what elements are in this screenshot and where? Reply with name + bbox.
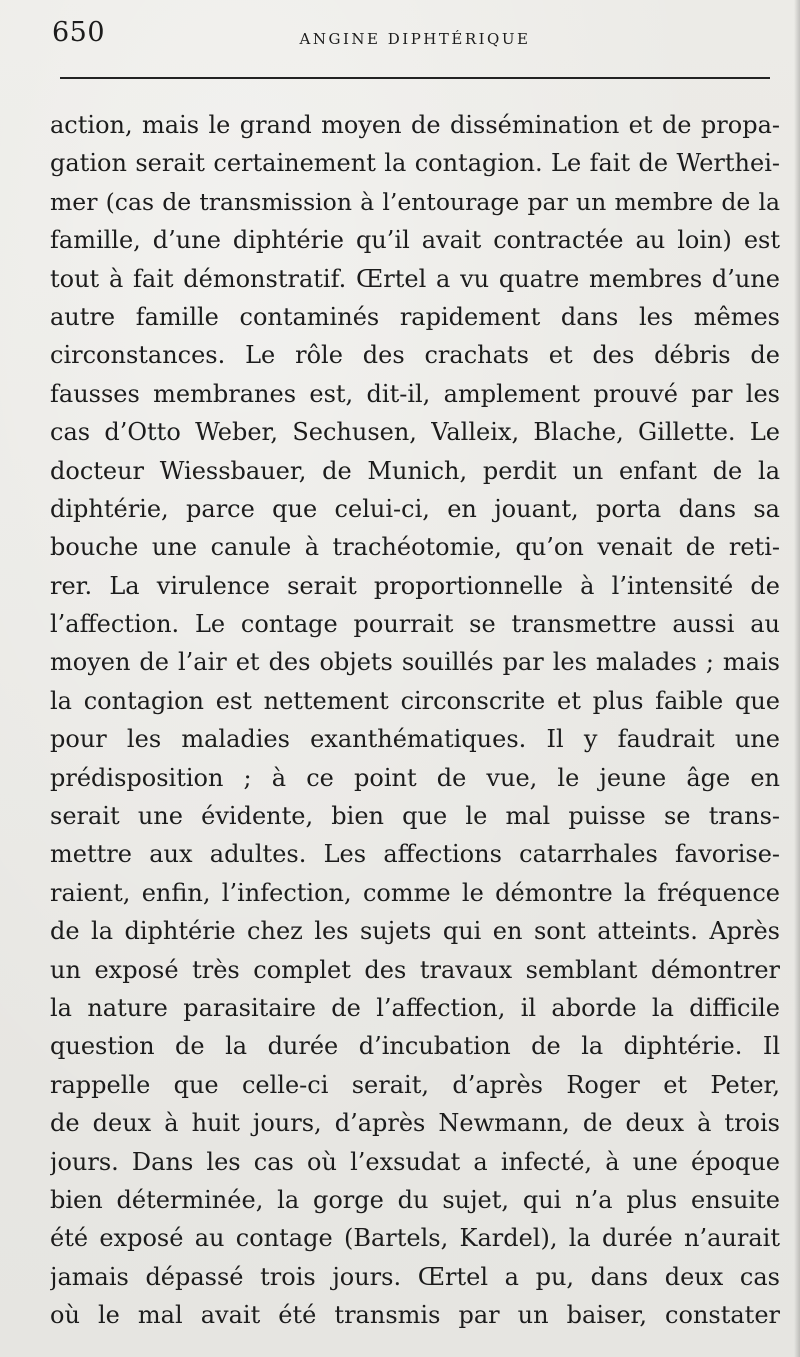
text-line: la nature parasitaire de l’affection, il aborde la difficile xyxy=(50,993,780,1022)
text-line: de deux à huit jours, d’après Newmann, de deux à trois xyxy=(50,1109,780,1138)
text-line: où le mal avait été transmis par un baiser, constater xyxy=(50,1301,780,1330)
text-line: famille, d’une diphtérie qu’il avait contractée au loin) est xyxy=(50,226,780,255)
text-line: raient, enfin, l’infection, comme le démontre la fréquence xyxy=(50,878,780,907)
text-line: mettre aux adultes. Les affections catarrhales favorise- xyxy=(50,840,780,869)
text-line: la contagion est nettement circonscrite et plus faible que xyxy=(50,686,780,715)
page-edge-shadow xyxy=(794,0,800,1357)
body-text xyxy=(50,106,780,1335)
text-line: tout à fait démonstratif. Œrtel a vu quatre membres d’une xyxy=(50,264,780,293)
text-line: cas d’Otto Weber, Sechusen, Valleix, Blache, Gillette. Le xyxy=(50,418,780,447)
text-line: question de la durée d’incubation de la diphtérie. Il xyxy=(50,1032,780,1061)
text-line: l’affection. Le contage pourrait se transmettre aussi au xyxy=(50,610,780,639)
text-line: un exposé très complet des travaux semblant démontrer xyxy=(50,955,780,984)
text-line: moyen de l’air et des objets souillés par les malades ; mais xyxy=(50,648,780,677)
text-line: rappelle que celle-ci serait, d’après Roger et Peter, xyxy=(50,1070,780,1099)
text-line: serait une évidente, bien que le mal puisse se trans- xyxy=(50,802,780,831)
text-line: docteur Wiessbauer, de Munich, perdit un enfant de la xyxy=(50,456,780,485)
text-line: pour les maladies exanthématiques. Il y faudrait une xyxy=(50,725,780,754)
text-line: de la diphtérie chez les sujets qui en sont atteints. Après xyxy=(50,917,780,946)
text-line: circonstances. Le rôle des crachats et des débris de xyxy=(50,341,780,370)
text-line: autre famille contaminés rapidement dans les mêmes xyxy=(50,302,780,331)
text-line: mer (cas de transmission à l’entourage par un membre de la xyxy=(50,187,780,216)
text-line: jours. Dans les cas où l’exsudat a infecté, à une époque xyxy=(50,1147,780,1176)
text-line: prédisposition ; à ce point de vue, le jeune âge en xyxy=(50,763,780,792)
header-rule xyxy=(60,77,770,79)
text-line: rer. La virulence serait proportionnelle à l’intensité de xyxy=(50,571,780,600)
text-line: jamais dépassé trois jours. Œrtel a pu, dans deux cas xyxy=(50,1262,780,1291)
text-line: action, mais le grand moyen de dissémination et de propa- xyxy=(50,111,780,139)
text-line: bouche une canule à trachéotomie, qu’on venait de reti- xyxy=(50,533,780,562)
page-number: 650 xyxy=(52,17,106,48)
running-head: ANGINE DIPHTÉRIQUE xyxy=(299,30,531,48)
text-line: diphtérie, parce que celui-ci, en jouant, porta dans sa xyxy=(50,494,780,523)
text-line: gation serait certainement la contagion. Le fait de Werthei- xyxy=(50,149,780,178)
text-line: fausses membranes est, dit-il, amplement prouvé par les xyxy=(50,379,780,408)
text-line: été exposé au contage (Bartels, Kardel), la durée n’aurait xyxy=(50,1224,780,1253)
text-line: bien déterminée, la gorge du sujet, qui n’a plus ensuite xyxy=(50,1185,780,1214)
